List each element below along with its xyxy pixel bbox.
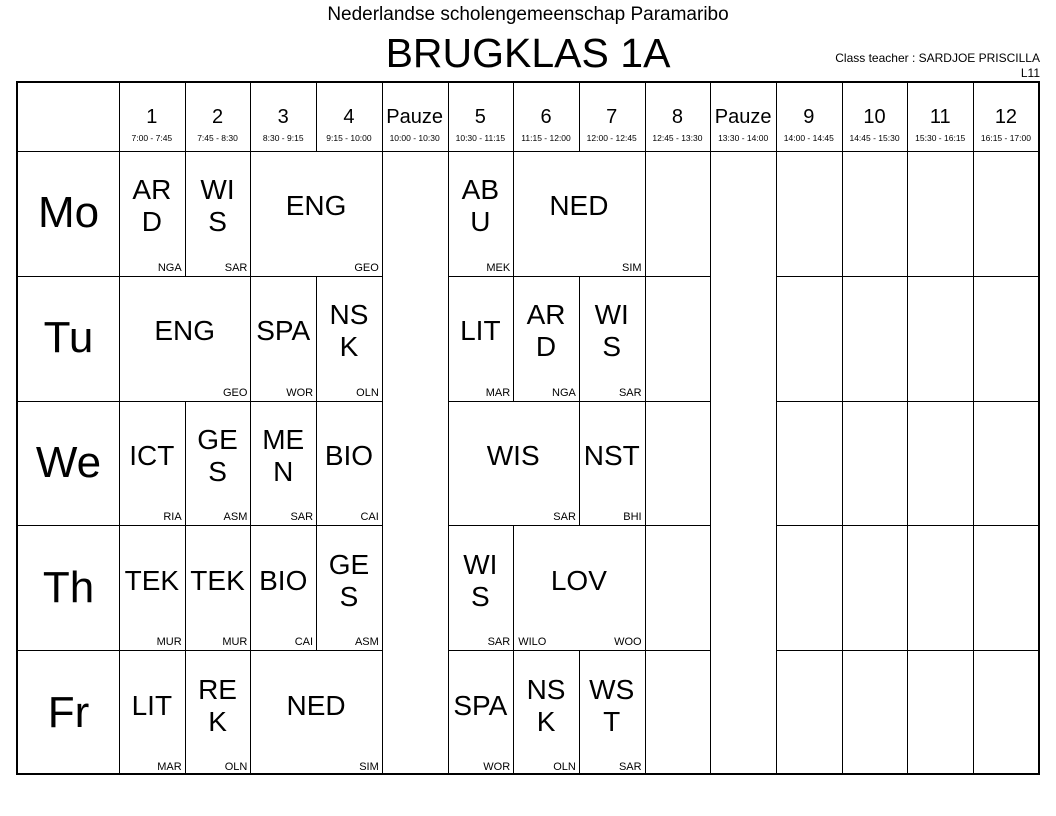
day-label: Mo <box>37 188 100 238</box>
lesson-subject: WST <box>589 673 635 737</box>
period-label: 6 <box>540 106 552 128</box>
lesson-subject: GES <box>197 423 238 487</box>
lesson-teacher: SAR <box>290 511 314 524</box>
lesson-subject: ABU <box>461 174 500 238</box>
lesson-teacher: SAR <box>618 760 642 773</box>
lesson-cell <box>579 276 645 401</box>
period-header <box>513 83 579 151</box>
lesson-teacher: MAR <box>157 760 182 773</box>
period-header <box>776 83 842 151</box>
period-label: 4 <box>343 106 355 128</box>
lesson-subject: TEK <box>190 564 245 596</box>
lesson-subject: ARD <box>132 174 172 238</box>
lesson-teacher: SIM <box>359 760 379 773</box>
lesson-subject: TEK <box>124 564 180 596</box>
cell-divider <box>645 401 646 526</box>
lesson-subject: WIS <box>200 174 235 238</box>
lesson-subject: REK <box>198 673 237 737</box>
lesson-teacher: WOR <box>286 386 314 399</box>
period-header <box>185 83 251 151</box>
lesson-cell <box>185 401 251 526</box>
lesson-cell <box>513 151 644 276</box>
period-label: 2 <box>211 106 224 128</box>
lesson-subject: SPA <box>453 689 508 721</box>
lesson-teacher: SAR <box>553 511 576 524</box>
day-label: Fr <box>47 687 90 737</box>
lesson-cell <box>250 276 316 401</box>
lesson-cell <box>185 525 251 650</box>
cell-divider <box>907 276 908 401</box>
row-divider <box>18 650 119 651</box>
period-time: 10:30 - 11:15 <box>455 133 506 143</box>
cell-divider <box>842 650 843 775</box>
row-divider <box>18 401 119 402</box>
period-time: 8:30 - 9:15 <box>262 133 304 143</box>
period-time: 7:00 - 7:45 <box>131 133 173 143</box>
lesson-teacher: WOR <box>483 760 511 773</box>
pause-divider <box>382 151 383 773</box>
lesson-teacher: MAR <box>485 386 511 399</box>
lesson-cell <box>119 650 185 775</box>
period-header <box>907 83 973 151</box>
lesson-cell <box>119 525 185 650</box>
period-header <box>710 83 776 151</box>
lesson-subject: NSK <box>526 673 566 737</box>
period-label: 1 <box>146 106 158 128</box>
period-label: Pauze <box>714 106 772 128</box>
period-time: 14:45 - 15:30 <box>849 133 900 143</box>
pause-divider <box>710 151 711 773</box>
lesson-cell <box>316 276 382 401</box>
lesson-subject: BIO <box>324 439 374 471</box>
lesson-cell <box>250 401 316 526</box>
row-divider <box>18 525 119 526</box>
cell-divider <box>842 525 843 650</box>
lesson-teacher: OLN <box>553 760 576 773</box>
lesson-teacher: ASM <box>223 511 248 524</box>
lesson-teacher: NGA <box>157 261 182 274</box>
lesson-cell <box>250 650 381 775</box>
day-label: We <box>35 437 102 487</box>
lesson-teacher: GEO <box>354 261 379 274</box>
day-label: Tu <box>43 313 94 363</box>
period-time: 9:15 - 10:00 <box>326 133 372 143</box>
lesson-cell <box>513 276 579 401</box>
lesson-cell <box>448 401 579 526</box>
lesson-cell <box>185 650 251 775</box>
period-time: 12:45 - 13:30 <box>652 133 703 143</box>
lesson-teacher: SAR <box>618 386 642 399</box>
lesson-teacher: MEK <box>486 261 511 274</box>
cell-divider <box>842 276 843 401</box>
lesson-teacher: OLN <box>224 760 248 773</box>
period-label: 7 <box>606 106 618 128</box>
period-time: 14:00 - 14:45 <box>783 133 834 143</box>
page-title: BRUGKLAS 1A <box>385 30 671 76</box>
day-label: Th <box>42 562 95 612</box>
pause-divider <box>776 151 777 773</box>
lesson-subject: BIO <box>259 564 308 596</box>
period-time: 15:30 - 16:15 <box>915 133 966 143</box>
row-divider <box>18 276 119 277</box>
period-label: 10 <box>863 106 886 128</box>
period-label: 11 <box>929 106 951 128</box>
lesson-cell <box>119 276 250 401</box>
cell-divider <box>973 401 974 526</box>
lesson-subject: LIT <box>460 315 501 347</box>
cell-divider <box>645 276 646 401</box>
period-time: 12:00 - 12:45 <box>586 133 637 143</box>
lesson-subject: NED <box>286 689 346 721</box>
class-teacher: Class teacher : SARDJOE PRISCILLA <box>835 51 1040 65</box>
period-time: 16:15 - 17:00 <box>980 133 1031 143</box>
lesson-cell <box>185 151 251 276</box>
lesson-subject: ICT <box>129 439 175 471</box>
lesson-teacher: SAR <box>487 636 511 649</box>
lesson-subject: MEN <box>262 423 305 487</box>
lesson-subject: NST <box>583 439 640 471</box>
period-header <box>842 83 908 151</box>
lesson-subject: WIS <box>463 548 498 612</box>
school-name: Nederlandse scholengemeenschap Paramaribo <box>327 4 729 25</box>
lesson-teacher: OLN <box>356 386 379 399</box>
period-header <box>250 83 316 151</box>
lesson-teacher: CAI <box>360 511 379 524</box>
lesson-cell <box>448 151 514 276</box>
lesson-cell <box>579 650 645 775</box>
cell-divider <box>907 650 908 775</box>
period-time: 10:00 - 10:30 <box>389 133 440 143</box>
cell-divider <box>907 401 908 526</box>
period-time: 7:45 - 8:30 <box>197 133 238 143</box>
lesson-subject: WIS <box>594 299 629 363</box>
cell-divider <box>907 525 908 650</box>
cell-divider <box>973 276 974 401</box>
lesson-cell <box>448 650 514 775</box>
lesson-teacher: SAR <box>224 261 248 274</box>
period-time: 11:15 - 12:00 <box>521 133 571 143</box>
lesson-cell <box>250 151 381 276</box>
period-header <box>316 83 382 151</box>
lesson-cell <box>579 401 645 526</box>
lesson-subject: ENG <box>154 315 216 347</box>
period-label: 8 <box>671 106 683 128</box>
cell-divider <box>842 401 843 526</box>
lesson-teacher: ASM <box>354 636 379 649</box>
lesson-teacher: NGA <box>552 386 576 399</box>
period-header <box>119 83 185 151</box>
lesson-subject: WIS <box>486 439 540 471</box>
lesson-teacher: MUR <box>222 636 248 649</box>
lesson-cell <box>316 401 382 526</box>
cell-divider <box>973 650 974 775</box>
lesson-teacher: BHI <box>623 511 642 524</box>
cell-divider <box>842 151 843 276</box>
cell-divider <box>645 525 646 650</box>
cell-divider <box>907 151 908 276</box>
lesson-teacher: CAI <box>294 636 314 649</box>
lesson-subject: GES <box>328 548 370 612</box>
lesson-cell <box>119 401 185 526</box>
lesson-teacher: MUR <box>156 636 182 649</box>
period-label: 5 <box>474 106 486 128</box>
period-label: 9 <box>803 106 815 128</box>
lesson-cell <box>448 276 514 401</box>
cell-divider <box>645 151 646 276</box>
lesson-cell <box>513 650 579 775</box>
period-header <box>645 83 711 151</box>
lesson-cell <box>448 525 514 650</box>
lesson-cell <box>513 525 644 650</box>
lesson-cell <box>119 151 185 276</box>
lesson-subject: ENG <box>285 190 347 222</box>
period-time: 13:30 - 14:00 <box>718 133 769 143</box>
period-label: Pauze <box>386 106 443 128</box>
lesson-subject: LIT <box>131 689 173 721</box>
lesson-subject: NED <box>549 190 609 222</box>
cell-divider <box>645 650 646 775</box>
lesson-teacher: RIA <box>163 511 182 524</box>
lesson-teacher: GEO <box>222 386 248 399</box>
lesson-cell <box>316 525 382 650</box>
cell-divider <box>973 525 974 650</box>
period-label: 12 <box>994 106 1018 128</box>
period-header <box>579 83 645 151</box>
lesson-subject: ARD <box>526 299 566 363</box>
lesson-teacher-secondary: WILO <box>518 636 547 649</box>
classroom: L11 <box>1020 66 1040 80</box>
period-header <box>382 83 448 151</box>
lesson-teacher: SIM <box>622 261 642 274</box>
period-header <box>448 83 514 151</box>
period-label: 3 <box>277 106 289 128</box>
lesson-subject: LOV <box>550 564 607 596</box>
lesson-subject: NSK <box>329 299 369 363</box>
lesson-subject: SPA <box>256 315 311 347</box>
lesson-teacher: WOO <box>614 636 642 649</box>
lesson-cell <box>250 525 316 650</box>
period-header <box>973 83 1039 151</box>
cell-divider <box>973 151 974 276</box>
timetable-grid <box>16 81 1040 775</box>
